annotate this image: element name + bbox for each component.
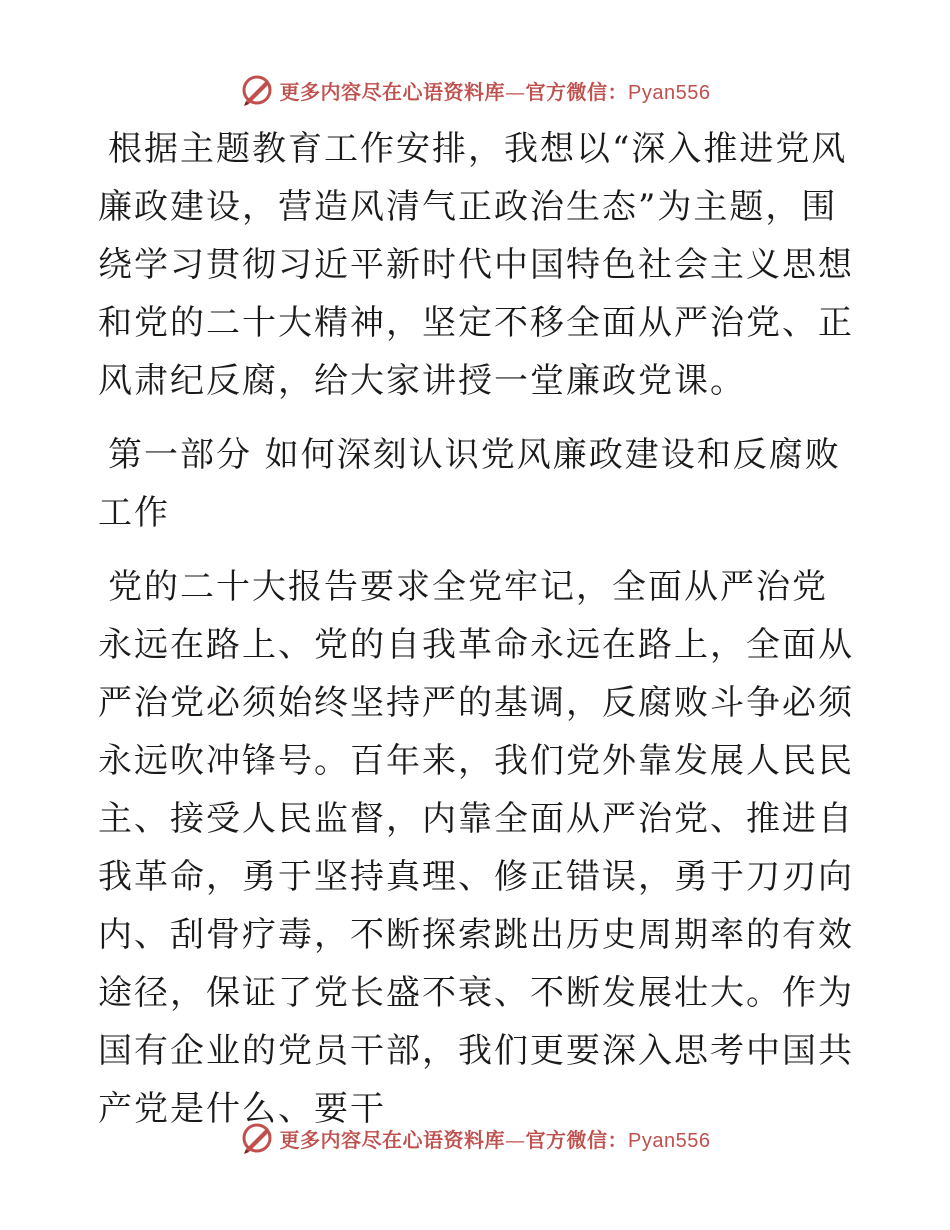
header-banner-separator: — <box>505 79 526 104</box>
paragraph-body: 党的二十大报告要求全党牢记，全面从严治党永远在路上、党的自我革命永远在路上，全面从严治党必须始终坚持严的基调，反腐败斗争必须永远吹冲锋号。百年来，我们党外靠发展人民民主、接受人民监督，内靠全面从严治党、推进自我革命，勇于坚持真理、修正错误，勇于刀刃向内、刮骨疗毒，不断探索跳出历史周期率的有效途径，保证了党长盛不衰、不断发展壮大。作为国有企业的党员干部，我们更要深入思考中国共产党是什么、要干 <box>98 567 854 1129</box>
footer-banner-text <box>280 1124 711 1153</box>
header-banner-wechat-label: 官方微信： <box>525 79 629 104</box>
footer-banner <box>0 1118 950 1158</box>
header-banner-inner <box>240 73 711 107</box>
header-banner-title: 更多内容尽在心语资料库 <box>279 79 506 104</box>
header-banner-text <box>280 76 711 105</box>
footer-banner-wechat-label: 官方微信： <box>525 1127 629 1152</box>
header-banner <box>0 70 950 110</box>
document-body <box>98 120 858 1138</box>
header-banner-wechat-id: Pyan556 <box>628 81 711 104</box>
section-heading: 第一部分 如何深刻认识党风廉政建设和反腐败工作 <box>98 435 841 533</box>
paragraph-intro: 根据主题教育工作安排，我想以“深入推进党风廉政建设，营造风清气正政治生态”为主题，围绕学习贯彻习近平新时代中国特色社会主义思想和党的二十大精神，坚定不移全面从严治党、正风肃纪反腐，给大家讲授一堂廉政党课。 <box>98 129 854 401</box>
footer-banner-title: 更多内容尽在心语资料库 <box>279 1127 506 1152</box>
footer-banner-wechat-id: Pyan556 <box>628 1129 711 1152</box>
pen-logo-icon <box>240 1121 274 1155</box>
footer-banner-inner <box>240 1121 711 1155</box>
footer-banner-separator: — <box>505 1127 526 1152</box>
pen-logo-icon <box>240 73 274 107</box>
